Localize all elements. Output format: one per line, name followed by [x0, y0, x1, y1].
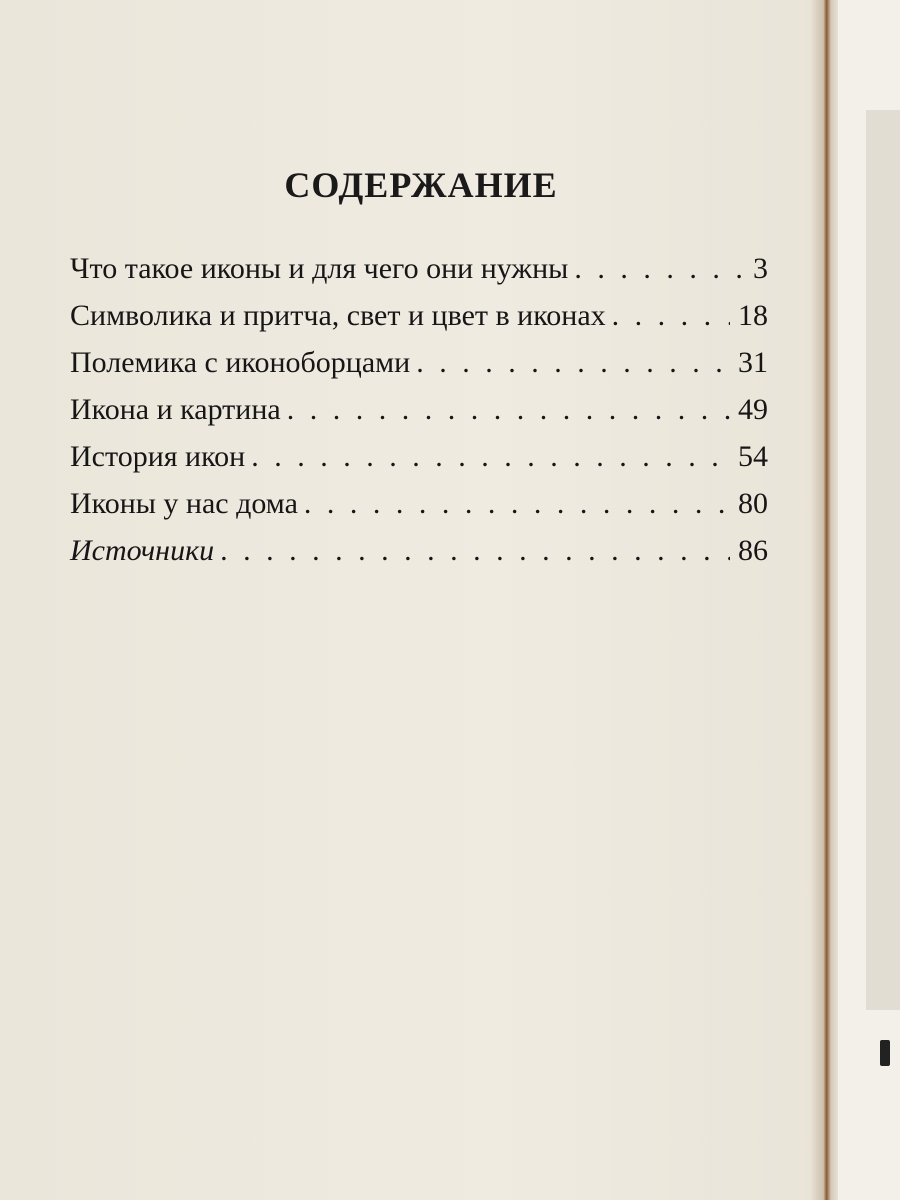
toc-entry-title: История икон — [70, 440, 246, 473]
adjacent-page-edge — [866, 110, 900, 1010]
leader-dots — [612, 299, 730, 333]
toc-entry-title: Полемика с иконоборцами — [70, 346, 411, 379]
toc-entry-title: Что такое иконы и для чего они нужны — [70, 252, 569, 285]
toc-entry — [70, 487, 768, 534]
book-binding — [810, 0, 840, 1200]
table-of-contents — [70, 252, 768, 581]
toc-entry — [70, 534, 768, 581]
leader-dots — [574, 252, 745, 286]
toc-entry — [70, 440, 768, 487]
toc-entry-title: Источники — [70, 534, 215, 567]
toc-entry-page: 31 — [738, 346, 768, 379]
ink-mark — [880, 1040, 890, 1066]
toc-entry-title: Икона и картина — [70, 393, 281, 426]
toc-entry-page: 86 — [738, 534, 768, 567]
toc-entry-title: Иконы у нас дома — [70, 487, 298, 520]
toc-entry-page: 3 — [753, 252, 768, 285]
toc-entry-page: 49 — [738, 393, 768, 426]
toc-entry-page: 18 — [738, 299, 768, 332]
toc-entry-page: 80 — [738, 487, 768, 520]
leader-dots — [304, 487, 730, 521]
toc-entry — [70, 346, 768, 393]
leader-dots — [287, 393, 730, 427]
leader-dots — [220, 534, 730, 568]
page-title: СОДЕРЖАНИЕ — [284, 165, 558, 205]
adjacent-page — [838, 0, 900, 1200]
toc-entry — [70, 252, 768, 299]
leader-dots — [416, 346, 730, 380]
toc-entry-page: 54 — [738, 440, 768, 473]
toc-entry — [70, 393, 768, 440]
toc-entry-title: Символика и притча, свет и цвет в иконах — [70, 299, 606, 332]
leader-dots — [251, 440, 730, 474]
toc-entry — [70, 299, 768, 346]
